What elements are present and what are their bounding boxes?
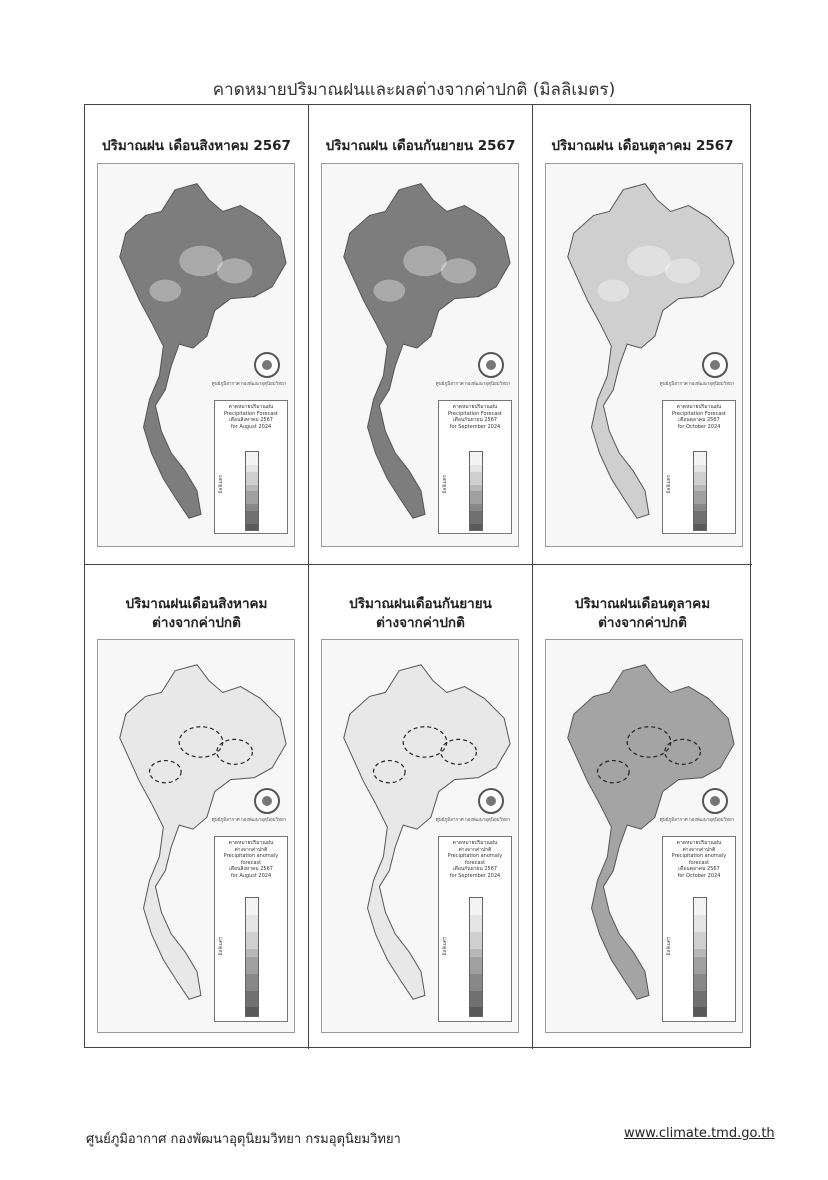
legend-swatch bbox=[694, 906, 706, 914]
legend-line: คาดหมายปริมาณฝน bbox=[228, 404, 274, 410]
legend-line: เดือนตุลาคม 2567 bbox=[678, 866, 720, 872]
map-legend bbox=[662, 836, 736, 1022]
agency-name: ศูนย์ภูมิอากาศ กองพัฒนาอุตุนิยมวิทยา bbox=[211, 818, 287, 823]
panel-title bbox=[85, 595, 308, 633]
panel-title-line: ต่างจากค่าปกติ bbox=[376, 615, 465, 631]
legend-unit: มิลลิเมตร bbox=[443, 475, 448, 494]
panel-sep-total bbox=[309, 105, 533, 565]
legend-swatch bbox=[246, 982, 258, 990]
panel-oct-anomaly bbox=[533, 565, 752, 1049]
legend-line: ต่างจากค่าปกติ bbox=[234, 846, 268, 853]
legend-line: คาดหมายปริมาณฝน bbox=[452, 404, 498, 410]
legend-swatch bbox=[246, 524, 258, 531]
footer-website-link[interactable]: www.climate.tmd.go.th bbox=[624, 1126, 775, 1141]
legend-swatch bbox=[246, 940, 258, 948]
page-title: คาดหมายปริมาณฝนและผลต่างจากค่าปกติ (มิลลิเมตร) bbox=[212, 80, 616, 100]
legend-swatch bbox=[246, 999, 258, 1007]
legend-color-scale bbox=[693, 451, 707, 531]
legend-swatch bbox=[694, 923, 706, 931]
map-legend bbox=[662, 400, 736, 534]
legend-swatch bbox=[246, 906, 258, 914]
legend-unit: มิลลิเมตร bbox=[667, 475, 672, 494]
rainfall-zone bbox=[441, 258, 477, 283]
panel-title-line: ปริมาณฝนเดือนกันยายน bbox=[349, 596, 492, 612]
legend-line: for October 2024 bbox=[677, 423, 721, 430]
legend-swatch bbox=[694, 524, 706, 531]
thailand-map bbox=[321, 639, 519, 1033]
legend-unit: มิลลิเมตร bbox=[443, 937, 448, 956]
map-legend bbox=[438, 836, 512, 1022]
tmd-seal-icon bbox=[478, 352, 504, 378]
legend-swatch bbox=[470, 957, 482, 965]
legend-line: คาดหมายปริมาณฝน bbox=[676, 404, 722, 410]
legend-swatch bbox=[470, 524, 482, 531]
legend-swatch bbox=[470, 906, 482, 914]
legend-swatch bbox=[246, 949, 258, 957]
legend-line: Precipitation Forecast bbox=[672, 410, 726, 417]
thailand-map bbox=[97, 639, 295, 1033]
panel-title-line: ปริมาณฝนเดือนสิงหาคม bbox=[125, 596, 268, 612]
panel-title: ปริมาณฝน เดือนตุลาคม 2567 bbox=[551, 138, 734, 154]
legend-swatch bbox=[470, 982, 482, 990]
legend-line: for August 2024 bbox=[230, 872, 272, 879]
legend-swatch bbox=[694, 982, 706, 990]
map-legend bbox=[438, 400, 512, 534]
legend-swatch bbox=[694, 957, 706, 965]
legend-swatch bbox=[470, 974, 482, 982]
panel-title-line: ต่างจากค่าปกติ bbox=[152, 615, 241, 631]
agency-name: ศูนย์ภูมิอากาศ กองพัฒนาอุตุนิยมวิทยา bbox=[211, 382, 287, 387]
tmd-seal-icon bbox=[702, 352, 728, 378]
legend-swatch bbox=[246, 1007, 258, 1015]
panel-title-line: ปริมาณฝนเดือนตุลาคม bbox=[574, 596, 711, 612]
legend-swatch bbox=[470, 915, 482, 923]
rainfall-zone bbox=[627, 246, 671, 276]
legend-line: Precipitation Forecast bbox=[224, 410, 278, 417]
rainfall-zone bbox=[149, 280, 181, 302]
legend-swatch bbox=[470, 940, 482, 948]
legend-color-scale bbox=[693, 897, 707, 1017]
legend-swatch bbox=[694, 1007, 706, 1015]
panel-title bbox=[533, 595, 752, 633]
panel-aug-anomaly bbox=[85, 565, 309, 1049]
map-legend bbox=[214, 400, 288, 534]
tmd-seal-icon bbox=[254, 788, 280, 814]
legend-unit: มิลลิเมตร bbox=[219, 475, 224, 494]
agency-name: ศูนย์ภูมิอากาศ กองพัฒนาอุตุนิยมวิทยา bbox=[435, 382, 511, 387]
legend-color-scale bbox=[245, 897, 259, 1017]
legend-line: Precipitation anomaly bbox=[671, 853, 727, 859]
legend-swatch bbox=[470, 923, 482, 931]
legend-swatch bbox=[694, 949, 706, 957]
legend-swatch bbox=[470, 1007, 482, 1015]
thailand-map bbox=[321, 163, 519, 547]
legend-swatch bbox=[246, 991, 258, 999]
panel-oct-total bbox=[533, 105, 752, 565]
legend-swatch bbox=[246, 974, 258, 982]
rainfall-zone bbox=[665, 258, 701, 283]
legend-line: เดือนสิงหาคม 2567 bbox=[229, 866, 273, 872]
tmd-seal-icon bbox=[702, 788, 728, 814]
legend-swatch bbox=[694, 965, 706, 973]
legend-line: ต่างจากค่าปกติ bbox=[682, 846, 716, 853]
legend-swatch bbox=[246, 957, 258, 965]
legend-line: คาดหมายปริมาณฝน bbox=[452, 840, 498, 846]
rainfall-zone bbox=[373, 280, 405, 302]
legend-line: เดือนสิงหาคม 2567 bbox=[229, 417, 273, 423]
legend-swatch bbox=[470, 898, 482, 906]
legend-swatch bbox=[470, 949, 482, 957]
legend-line: เดือนกันยายน 2567 bbox=[452, 417, 498, 423]
legend-line: forecast bbox=[688, 859, 710, 866]
panel-aug-total bbox=[85, 105, 309, 565]
footer-organization: ศูนย์ภูมิอากาศ กองพัฒนาอุตุนิยมวิทยา กรมอุตุนิยมวิทยา bbox=[86, 1132, 401, 1147]
legend-color-scale bbox=[469, 897, 483, 1017]
agency-name: ศูนย์ภูมิอากาศ กองพัฒนาอุตุนิยมวิทยา bbox=[659, 382, 735, 387]
legend-line: for September 2024 bbox=[449, 872, 501, 879]
legend-swatch bbox=[470, 991, 482, 999]
panel-title: ปริมาณฝน เดือนสิงหาคม 2567 bbox=[102, 138, 291, 154]
legend-swatch bbox=[470, 965, 482, 973]
rainfall-zone bbox=[403, 246, 447, 276]
legend-swatch bbox=[470, 932, 482, 940]
legend-swatch bbox=[694, 974, 706, 982]
tmd-seal-icon bbox=[478, 788, 504, 814]
legend-line: เดือนกันยายน 2567 bbox=[452, 866, 498, 872]
tmd-seal-icon bbox=[254, 352, 280, 378]
legend-swatch bbox=[470, 999, 482, 1007]
legend-color-scale bbox=[469, 451, 483, 531]
legend-line: for August 2024 bbox=[230, 423, 272, 430]
agency-name: ศูนย์ภูมิอากาศ กองพัฒนาอุตุนิยมวิทยา bbox=[659, 818, 735, 823]
panel-title-line: ต่างจากค่าปกติ bbox=[598, 615, 687, 631]
thailand-map bbox=[97, 163, 295, 547]
legend-swatch bbox=[694, 999, 706, 1007]
legend-color-scale bbox=[245, 451, 259, 531]
legend-swatch bbox=[694, 932, 706, 940]
thailand-map bbox=[545, 639, 743, 1033]
rainfall-zone bbox=[179, 246, 223, 276]
legend-line: เดือนตุลาคม 2567 bbox=[678, 417, 720, 423]
legend-line: ต่างจากค่าปกติ bbox=[458, 846, 492, 853]
panel-sep-anomaly bbox=[309, 565, 533, 1049]
legend-line: Precipitation anomaly bbox=[447, 853, 503, 859]
panel-title bbox=[309, 595, 532, 633]
legend-line: for October 2024 bbox=[677, 872, 721, 879]
map-legend bbox=[214, 836, 288, 1022]
legend-line: คาดหมายปริมาณฝน bbox=[676, 840, 722, 846]
legend-line: Precipitation Forecast bbox=[448, 410, 502, 417]
legend-unit: มิลลิเมตร bbox=[667, 937, 672, 956]
legend-swatch bbox=[694, 898, 706, 906]
rainfall-zone bbox=[217, 258, 253, 283]
legend-swatch bbox=[246, 932, 258, 940]
thailand-map bbox=[545, 163, 743, 547]
legend-swatch bbox=[246, 898, 258, 906]
legend-swatch bbox=[694, 915, 706, 923]
agency-name: ศูนย์ภูมิอากาศ กองพัฒนาอุตุนิยมวิทยา bbox=[435, 818, 511, 823]
legend-swatch bbox=[246, 965, 258, 973]
rainfall-zone bbox=[597, 280, 629, 302]
legend-unit: มิลลิเมตร bbox=[219, 937, 224, 956]
legend-swatch bbox=[694, 991, 706, 999]
legend-swatch bbox=[694, 940, 706, 948]
legend-line: forecast bbox=[464, 859, 486, 866]
panel-title: ปริมาณฝน เดือนกันยายน 2567 bbox=[325, 138, 516, 154]
legend-line: forecast bbox=[240, 859, 262, 866]
legend-line: for September 2024 bbox=[449, 423, 501, 430]
map-grid bbox=[84, 104, 751, 1048]
legend-swatch bbox=[246, 923, 258, 931]
legend-swatch bbox=[246, 915, 258, 923]
legend-line: Precipitation anomaly bbox=[223, 853, 279, 859]
legend-line: คาดหมายปริมาณฝน bbox=[228, 840, 274, 846]
